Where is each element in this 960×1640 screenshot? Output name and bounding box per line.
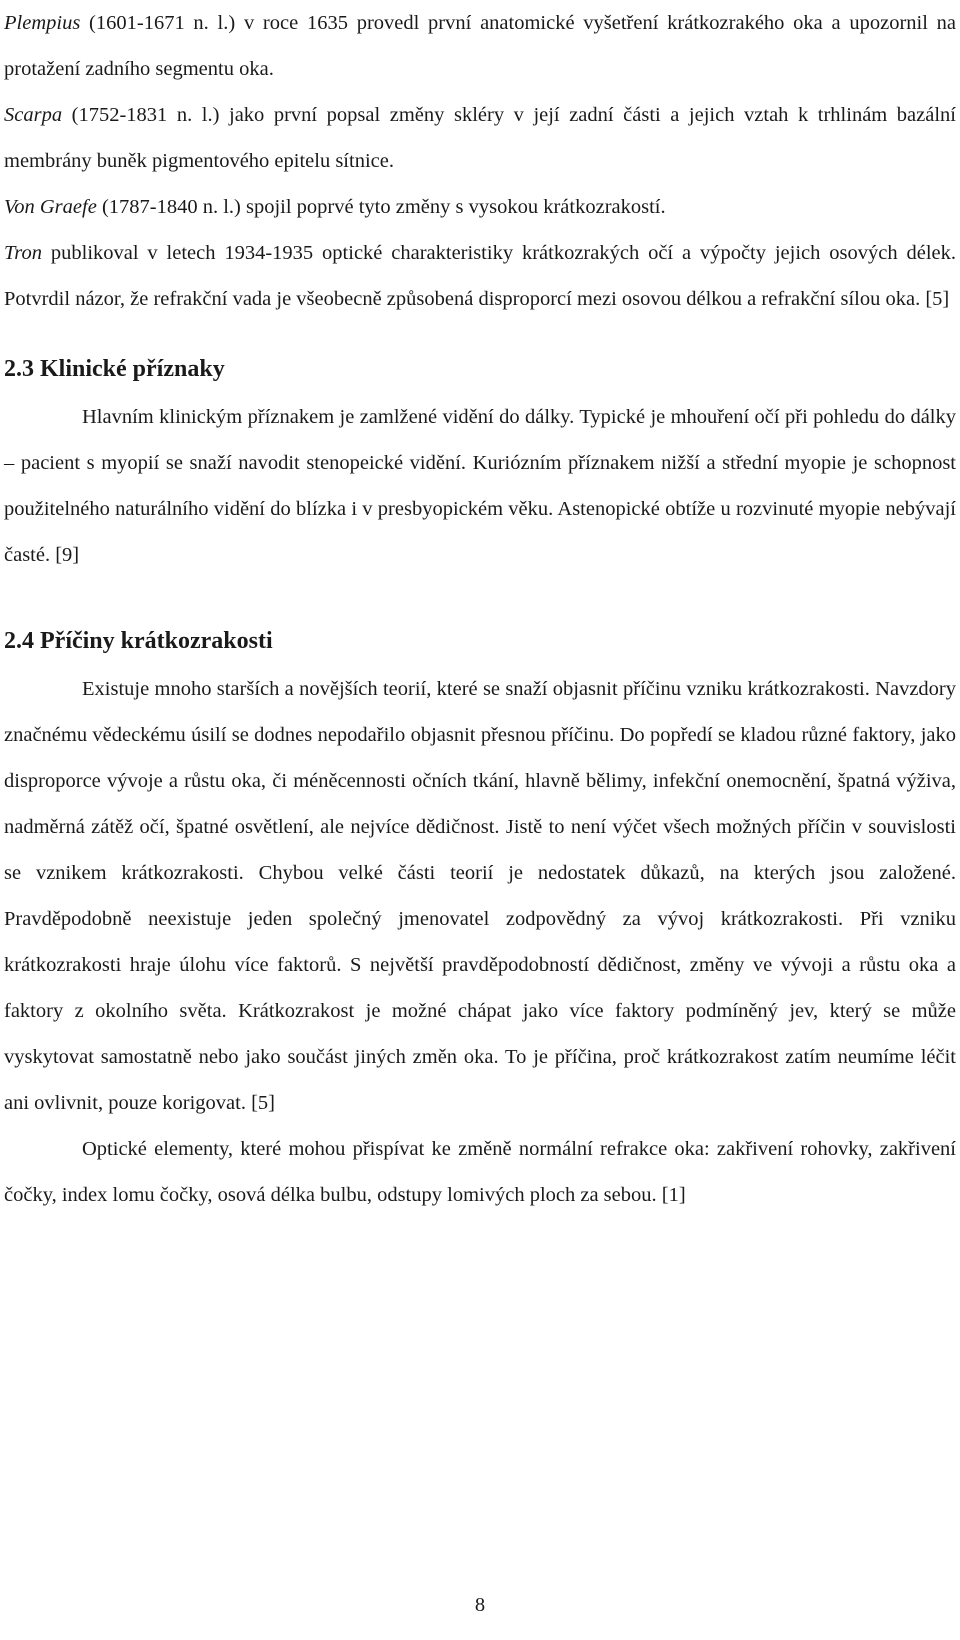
history-text: (1787-1840 n. l.) spojil poprvé tyto změny s vysokou krátkozrakostí. (96, 196, 666, 218)
history-tron (4, 230, 956, 322)
document-page (4, 0, 956, 1218)
history-von-graefe (4, 184, 956, 230)
history-text: (1601-1671 n. l.) v roce 1635 provedl první anatomické vyšetření krátkozrakého oka a upozornil na protažení zadního segmentu oka. (4, 12, 956, 80)
history-block (4, 0, 956, 322)
section-heading-causes: 2.4 Příčiny krátkozrakosti (4, 628, 273, 654)
person-name: Plempius (4, 12, 81, 34)
history-text: publikoval v letech 1934-1935 optické charakteristiky krátkozrakých očí a výpočty jejich osových délek. Potvrdil názor, že refrakční vada je všeobecně způsobená disproporcí mezi osovou délkou a refrakční sílou oka. [5] (4, 242, 956, 310)
person-name: Tron (4, 242, 42, 264)
person-name: Von Graefe (4, 196, 97, 218)
history-text: (1752-1831 n. l.) jako první popsal změny skléry v její zadní části a jejich vztah k trhlinám bazální membrány buněk pigmentového epitelu sítnice. (4, 104, 956, 172)
section-heading-clinical-symptoms: 2.3 Klinické příznaky (4, 356, 225, 382)
page-number: 8 (474, 1594, 486, 1616)
history-scarpa (4, 92, 956, 184)
causes-paragraph-2: Optické elementy, které mohou přispívat ke změně normální refrakce oka: zakřivení rohovky, zakřivení čočky, index lomu čočky, osová délka bulbu, odstupy lomivých ploch za sebou. [1] (4, 1138, 956, 1206)
person-name: Scarpa (4, 104, 63, 126)
history-plempius (4, 0, 956, 92)
causes-paragraph-1: Existuje mnoho starších a novějších teorií, které se snaží objasnit příčinu vzniku krátkozrakosti. Navzdory značnému vědeckému úsilí se dodnes nepodařilo objasnit přesnou příčinu. Do popředí se kladou různé faktory, jako disproporce vývoje a růstu oka, či méněcennosti očních tkání, hlavně bělimy, infekční onemocnění, špatná výživa, nadměrná zátěž očí, špatné osvětlení, ale nejvíce dědičnost. Jistě to není výčet všech možných příčin v souvislosti se vznikem krátkozrakosti. Chybou velké části teorií je nedostatek důkazů, na kterých jsou založené. Pravděpodobně neexistuje jeden společný jmenovatel zodpovědný za vývoj krátkozrakosti. Při vzniku krátkozrakosti hraje úlohu více faktorů. S největší pravděpodobností dědičnost, změny ve vývoji a růstu oka a faktory z okolního světa. Krátkozrakost je možné chápat jako více faktory podmíněný jev, který se může vyskytovat samostatně nebo jako součást jiných změn oka. To je příčina, proč krátkozrakost zatím neumíme léčit ani ovlivnit, pouze korigovat. [5] (4, 678, 956, 1114)
clinical-symptoms-paragraph: Hlavním klinickým příznakem je zamlžené vidění do dálky. Typické je mhouření očí při pohledu do dálky – pacient s myopií se snaží navodit stenopeické vidění. Kuriózním příznakem nižší a střední myopie je schopnost použitelného naturálního vidění do blízka i v presbyopickém věku. Astenopické obtíže u rozvinuté myopie nebývají časté. [9] (4, 406, 956, 566)
